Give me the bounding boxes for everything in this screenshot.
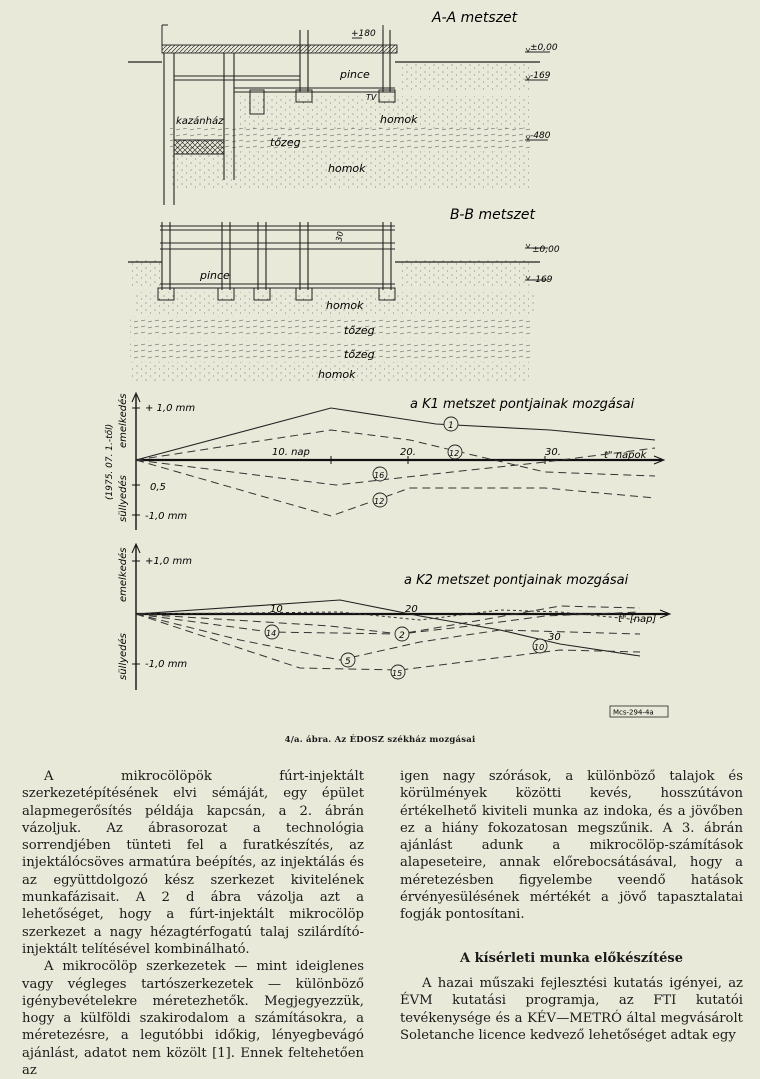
k1-title: a K1 metszet pontjainak mozgásai <box>410 397 635 412</box>
aa-ground-right <box>400 62 530 92</box>
k2-axis-label: t" [nap] <box>618 614 657 625</box>
right-paragraph-2: A hazai műszaki fejlesztési kutatás igényei, az ÉVM kutatási programja, az FTI kutatói tevékenysége és a KÉV—METRÓ által megvásárolt Soletanche licence kedvező lehetőséget adtak egy <box>400 975 743 1043</box>
figure-caption: 4/a. ábra. Az ÉDOSZ székház mozgásai <box>284 735 476 745</box>
aa-label-tozeg: tőzeg <box>270 136 301 149</box>
k2-series-5 <box>136 614 640 660</box>
k1-tick-top: + 1,0 mm <box>145 403 196 414</box>
chart-k2 <box>117 544 670 717</box>
bb-label-pince: pince <box>200 269 230 282</box>
aa-basement-slab <box>174 76 300 80</box>
k2-series-15 <box>136 614 640 670</box>
k1-axis-label: t" napok <box>604 450 647 461</box>
section-aa-title: A-A metszet <box>432 10 518 26</box>
bb-level-pince: -169 <box>532 275 553 285</box>
k2-series-14 <box>136 612 640 634</box>
text-column-left <box>22 768 364 1079</box>
aa-level-pince: -169 <box>530 71 551 81</box>
bb-label-tozeg1: tőzeg <box>344 324 375 337</box>
chart-k1 <box>105 393 664 530</box>
bb-slab-top <box>160 243 395 249</box>
k1-ticks <box>132 408 545 515</box>
k2-mark-15: 15 <box>392 669 403 678</box>
k2-mark-5: 5 <box>345 657 351 667</box>
k1-mark-12a: 12 <box>449 449 460 458</box>
aa-slab-top <box>162 45 397 53</box>
bb-label-homok1: homok <box>326 299 364 312</box>
aa-upper-column <box>162 25 383 45</box>
k2-ylabel-down: süllyedés <box>118 633 129 680</box>
k2-x-label-30: 30 <box>548 632 561 643</box>
k1-x-label-20: 20. <box>400 447 416 458</box>
k2-x-label-10: 10 <box>270 604 283 615</box>
text-column-right <box>400 768 743 1044</box>
bb-label-homok2: homok <box>318 368 356 381</box>
k2-mark-2: 2 <box>399 631 405 641</box>
k1-tick-mid: 0,5 <box>150 482 166 493</box>
aa-label-homok2: homok <box>328 162 366 175</box>
bb-basement-floor <box>160 284 395 288</box>
k1-mark-16: 16 <box>374 471 385 480</box>
k2-mark-10: 10 <box>534 643 545 652</box>
k2-ylabel-up: emelkedés <box>118 547 129 602</box>
k2-x-label-20: 20 <box>405 604 418 615</box>
bb-label-tozeg2: tőzeg <box>344 348 375 361</box>
bb-columns <box>162 222 391 290</box>
bb-level-zero: ±0,00 <box>532 245 560 255</box>
k1-tick-bottom: -1,0 mm <box>145 511 188 522</box>
section-heading: A kísérleti munka előkészítése <box>460 950 683 966</box>
k1-mark-12b: 12 <box>374 497 385 506</box>
left-paragraph-2: A mikrocölöp szerkezetek — mint ideiglenes vagy végleges tartószerkezetek — különböző igénybevételekre méretezhetők. Megjegyezzük, hogy a külföldi szakirodalom a számításokra, a méretezésre, a legutóbbi időkig, lényegbevágó ajánlást, adatot nem közölt [1]. Ennek feltehetően az <box>22 959 364 1079</box>
k1-x-label-30: 30. <box>545 447 561 458</box>
bb-peat-lower <box>130 340 530 362</box>
aa-level-deep: -480 <box>530 131 551 141</box>
k1-mark-1: 1 <box>448 421 454 431</box>
bb-peat-upper <box>130 316 530 338</box>
k1-series-1 <box>136 408 655 460</box>
k1-series-12-upper <box>136 430 655 476</box>
k1-x-label-10: 10. nap <box>272 447 310 458</box>
k2-tick-top: +1,0 mm <box>145 556 192 567</box>
section-aa <box>128 10 558 205</box>
bb-slab-upper <box>160 226 395 230</box>
k2-tick-bottom: -1,0 mm <box>145 659 188 670</box>
left-paragraph-1: A mikrocölöpök fúrt-injektált szerkezetépítésének elvi sémáját, egy épület alapmegerősítés példája kapcsán, a 2. ábrán vázoljuk. Az ábrasorozat a technológia sorrendjében tünteti fel a furatkészítés, az injektálócsöves armatúra beépítés, az injektálás és az együttdolgozó kész szerkezet kivitelének munkafázisait. A 2 d ábra vázolja azt a lehetőséget, hogy a fúrt-injektált mikrocölöp szerkezet a nagy hézagtérfogatú talaj szilárdító-injektált telítésével kombinálható. <box>22 769 364 957</box>
section-bb <box>128 207 560 382</box>
section-bb-title: B-B metszet <box>450 207 535 223</box>
k2-series-2 <box>136 606 640 634</box>
k1-ylabel-up: emelkedés <box>118 393 129 448</box>
k2-mark-14: 14 <box>266 629 277 638</box>
aa-level-zero: ±0,00 <box>530 43 558 53</box>
aa-label-homok1: homok <box>380 113 418 126</box>
k2-series-solid <box>136 600 640 656</box>
right-paragraph-1: igen nagy szórások, a különböző talajok és körülmények közötti kevés, hosszútávon értékelhető kiviteli munka az indoka, és a jövőben ez a hiány fokozatosan megszűnik. A 3. ábrán ajánlást adunk a mikrocölöp-számítások alapeseteire, annak előrebocsátásával, hogy a méretezésben figyelembe veendő hatások érvényesülésének mértékét a jövő tapasztalatai fogják pontosítani. <box>400 769 743 923</box>
k1-series-12-lower <box>136 460 655 516</box>
aa-label-tv: TV <box>366 93 377 102</box>
aa-label-pince: pince <box>340 68 370 81</box>
k1-ylabel-date: (1975. 07. 1.-től) <box>105 423 115 500</box>
bb-dim-30: 30 <box>334 230 346 243</box>
aa-boiler-room-base <box>174 140 224 154</box>
k1-ylabel-down: süllyedés <box>118 475 129 522</box>
k2-stamp: Mcs-294-4a <box>613 708 654 717</box>
k1-series-16 <box>136 448 655 485</box>
aa-label-kazanhaz: kazánház <box>176 116 224 127</box>
aa-level-top: +180 <box>351 29 376 39</box>
k2-title: a K2 metszet pontjainak mozgásai <box>404 573 629 588</box>
